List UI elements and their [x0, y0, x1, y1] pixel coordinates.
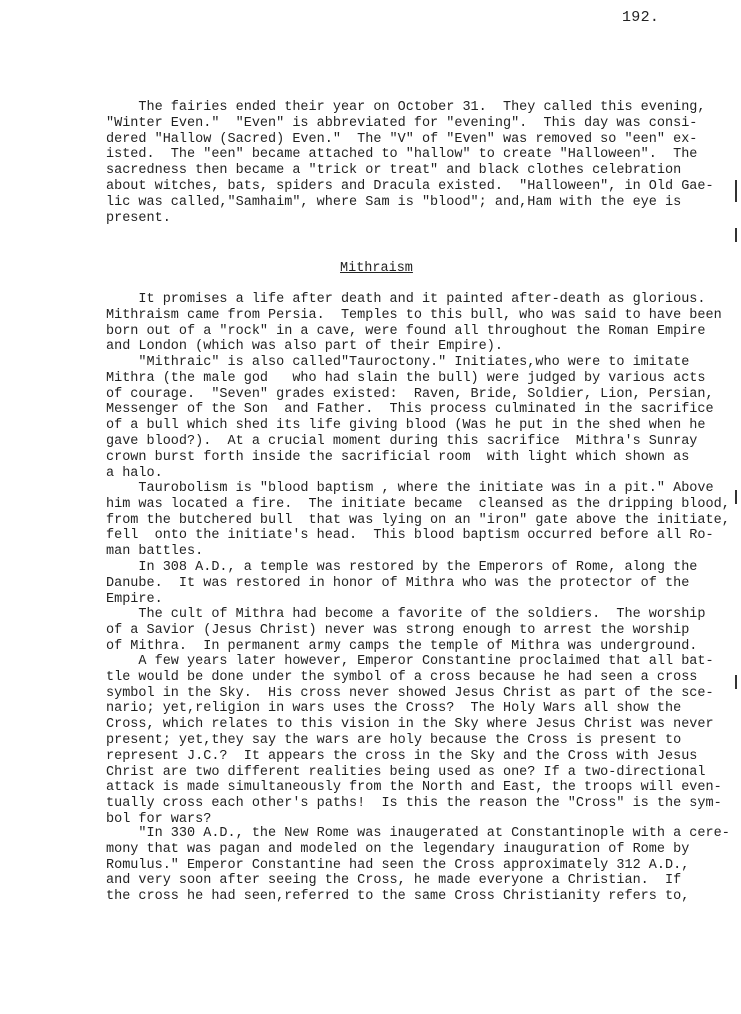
- text-line: "Winter Even." "Even" is abbreviated for "evening". This day was consi-: [106, 115, 698, 131]
- text-line: attack is made simultaneously from the North and East, the troops will even-: [106, 780, 722, 796]
- text-line: and very soon after seeing the Cross, he made everyone a Christian. If: [106, 873, 682, 889]
- text-line: nario; yet,religion in wars uses the Cross? The Holy Wars all show the: [106, 701, 682, 717]
- text-line: present.: [106, 210, 171, 226]
- text-line: the cross he had seen,referred to the same Cross Christianity refers to,: [106, 889, 690, 905]
- text-line: gave blood?). At a crucial moment during this sacrifice Mithra's Sunray: [106, 433, 698, 449]
- scan-edge-mark: [735, 180, 737, 202]
- text-line: The fairies ended their year on October 31. They called this evening,: [106, 100, 706, 115]
- text-line: present; yet,they say the wars are holy because the Cross is present to: [106, 732, 682, 748]
- body-paragraph: [106, 560, 698, 607]
- text-line: isted. The "een" became attached to "hallow" to create "Halloween". The: [106, 147, 698, 163]
- body-paragraph: [106, 654, 722, 828]
- text-line: man battles.: [106, 544, 204, 560]
- page-number: 192.: [622, 9, 660, 26]
- text-line: of a Savior (Jesus Christ) never was strong enough to arrest the worship: [106, 622, 690, 638]
- text-line: from the butchered bull that was lying on an "iron" gate above the initiate,: [106, 512, 730, 528]
- text-line: It promises a life after death and it painted after-death as glorious.: [106, 292, 706, 307]
- text-line: "In 330 A.D., the New Rome was inaugerated at Constantinople with a cere-: [106, 826, 730, 841]
- body-paragraph: [106, 355, 714, 481]
- section-heading: Mithraism: [340, 261, 413, 276]
- text-line: tle would be done under the symbol of a cross because he had seen a cross: [106, 669, 698, 685]
- text-line: symbol in the Sky. His cross never showed Jesus Christ as part of the sce-: [106, 685, 714, 701]
- scan-edge-mark: [735, 675, 737, 689]
- text-line: of a bull which shed its life giving blood (Was he put in the shed when he: [106, 418, 706, 434]
- text-line: Mithra (the male god who had slain the bull) were judged by various acts: [106, 370, 706, 386]
- text-line: of courage. "Seven" grades existed: Raven, Bride, Soldier, Lion, Persian,: [106, 386, 714, 402]
- text-line: about witches, bats, spiders and Dracula existed. "Halloween", in Old Gae-: [106, 178, 714, 194]
- text-line: "Mithraic" is also called"Tauroctony." Initiates,who were to imitate: [106, 355, 690, 370]
- scan-edge-mark: [735, 490, 737, 504]
- body-paragraph: [106, 292, 722, 355]
- text-line: Cross, which relates to this vision in the Sky where Jesus Christ was never: [106, 717, 714, 733]
- text-line: Messenger of the Son and Father. This process culminated in the sacrifice: [106, 402, 714, 418]
- text-line: a halo.: [106, 465, 163, 481]
- body-paragraph: [106, 607, 706, 654]
- text-line: sacredness then became a "trick or treat" and black clothes celebration: [106, 163, 682, 179]
- text-line: him was located a fire. The initiate became cleansed as the dripping blood,: [106, 496, 730, 512]
- text-line: Danube. It was restored in honor of Mithra who was the protector of the: [106, 575, 690, 591]
- text-line: Christ are two different realities being used as one? If a two-directional: [106, 764, 706, 780]
- text-line: lic was called,"Samhaim", where Sam is "blood"; and,Ham with the eye is: [106, 194, 682, 210]
- text-line: and London (which was also part of their Empire).: [106, 339, 503, 355]
- text-line: bol for wars?: [106, 811, 212, 827]
- text-line: Mithraism came from Persia. Temples to this bull, who was said to have been: [106, 307, 722, 323]
- text-line: fell onto the initiate's head. This blood baptism occurred before all Ro-: [106, 528, 714, 544]
- text-line: born out of a "rock" in a cave, were found all throughout the Roman Empire: [106, 323, 706, 339]
- body-paragraph: [106, 826, 730, 905]
- text-line: The cult of Mithra had become a favorite of the soldiers. The worship: [106, 607, 706, 622]
- text-line: In 308 A.D., a temple was restored by the Emperors of Rome, along the: [106, 560, 698, 575]
- intro-paragraph: [106, 100, 714, 226]
- text-line: dered "Hallow (Sacred) Even." The "V" of "Even" was removed so "een" ex-: [106, 131, 698, 147]
- text-line: of Mithra. In permanent army camps the temple of Mithra was underground.: [106, 638, 698, 654]
- text-line: represent J.C.? It appears the cross in the Sky and the Cross with Jesus: [106, 748, 698, 764]
- scan-edge-mark: [735, 228, 737, 242]
- text-line: Romulus." Emperor Constantine had seen the Cross approximately 312 A.D.,: [106, 857, 690, 873]
- text-line: Taurobolism is "blood baptism , where the initiate was in a pit." Above: [106, 481, 714, 496]
- text-line: Empire.: [106, 591, 163, 607]
- text-line: crown burst forth inside the sacrificial room with light which shown as: [106, 449, 690, 465]
- text-line: tually cross each other's paths! Is this the reason the "Cross" is the sym-: [106, 796, 722, 812]
- body-paragraph: [106, 481, 730, 560]
- text-line: A few years later however, Emperor Constantine proclaimed that all bat-: [106, 654, 714, 669]
- text-line: mony that was pagan and modeled on the legendary inauguration of Rome by: [106, 841, 690, 857]
